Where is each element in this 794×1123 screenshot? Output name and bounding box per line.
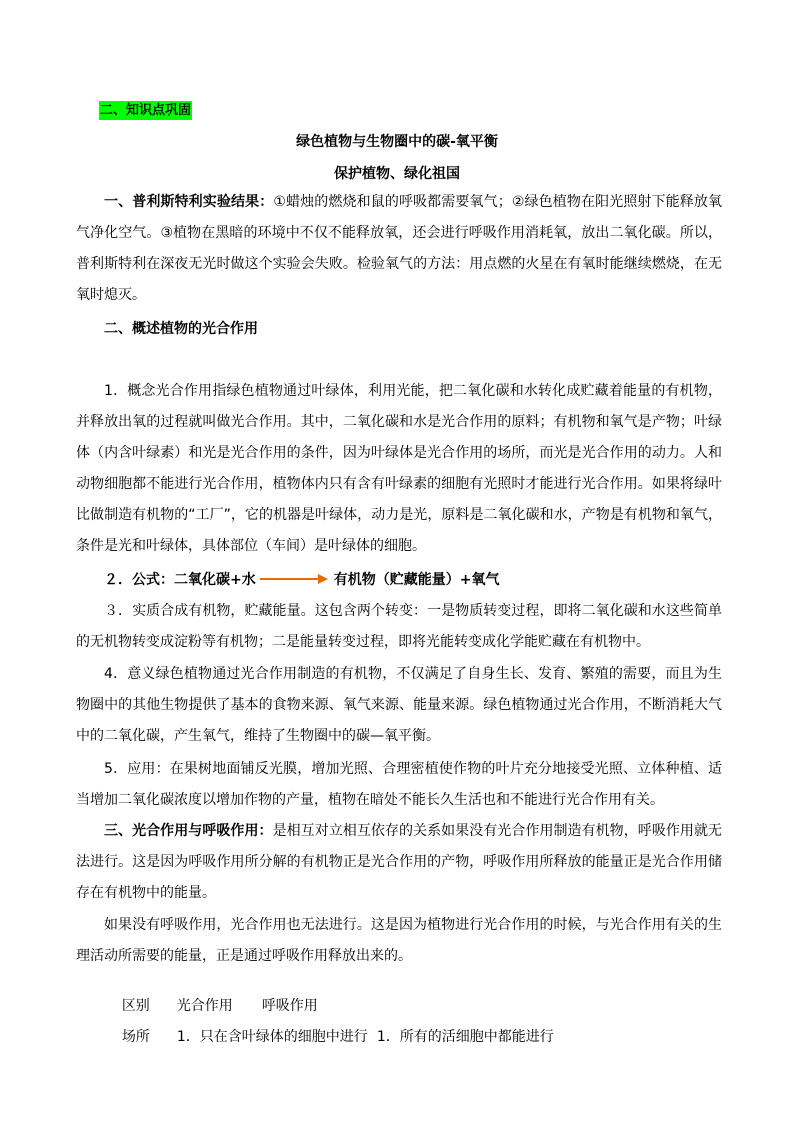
comparison-row-location (104, 1007, 554, 1067)
paragraph-relationship-heading: 三、光合作用与呼吸作用： (104, 823, 273, 839)
header-photosynthesis: 光合作用 (176, 998, 233, 1014)
cell-photosynthesis-location: 1．只在含叶绿体的细胞中进行 (176, 1029, 368, 1045)
section-tag: 二、知识点巩固 (100, 103, 192, 118)
paragraph-significance: 4．意义绿色植物通过光合作用制造的有机物，不仅满足了自身生长、发育、繁殖的需要，而且为生物圈中的其他生物提供了基本的食物来源、氧气来源、能量来源。绿色植物通过光合作用，不断消耗大气中的二氧化碳，产生氧气，维持了生物圈中的碳—氧平衡。 (76, 666, 722, 744)
section-photosynthesis-heading (76, 314, 722, 345)
formula-products: 有机物（贮藏能量）+氧气 (333, 572, 500, 588)
formula-reactants: ２．公式：二氧化碳+水 (104, 572, 256, 588)
section-photosynthesis-heading-text: 二、概述植物的光合作用 (104, 321, 258, 337)
header-difference: 区别 (121, 998, 150, 1014)
main-title: 绿色植物与生物圈中的碳-氧平衡 (296, 134, 498, 150)
paragraph-priestley-body: ①蜡烛的燃烧和鼠的呼吸都需要氧气；②绿色植物在阳光照射下能释放氧气净化空气。③植物在黑暗的环境中不仅不能释放氧，还会进行呼吸作用消耗氧，放出二氧化碳。所以，普利斯特利在深夜无光时做这个实验会失败。检验氧气的方法：用点燃的火星在有氧时能继续燃烧，在无氧时熄灭。 (76, 194, 723, 303)
paragraph-relationship (76, 816, 722, 909)
paragraph-essence: ３．实质合成有机物，贮藏能量。这包含两个转变：一是物质转变过程，即将二氧化碳和水这些简单的无机物转变成淀粉等有机物；二是能量转变过程，即将光能转变成化学能贮藏在有机物中。 (76, 603, 722, 650)
sub-title: 保护植物、绿化祖国 (334, 166, 460, 182)
paragraph-priestley (76, 187, 722, 311)
paragraph-priestley-heading: 一、普利斯特利实验结果： (104, 194, 274, 210)
paragraph-relationship-body: 是相互对立相互依存的关系如果没有光合作用制造有机物，呼吸作用就无法进行。这是因为呼吸作用所分解的有机物正是光合作用的产物，呼吸作用所释放的能量正是光合作用储存在有机物中的能量。 (76, 823, 723, 901)
paragraph-application: 5．应用：在果树地面铺反光膜，增加光照、合理密植使作物的叶片充分地接受光照、立体种植、适当增加二氧化碳浓度以增加作物的产量，植物在暗处不能长久生活也和不能进行光合作用有关。 (76, 761, 722, 808)
paragraph-respiration: 如果没有呼吸作用，光合作用也无法进行。这是因为植物进行光合作用的时候，与光合作用有关的生理活动所需要的能量，正是通过呼吸作用释放出来的。 (76, 917, 722, 964)
paragraph-concept: 1．概念光合作用指绿色植物通过叶绿体，利用光能，把二氧化碳和水转化成贮藏着能量的有机物，并释放出氧的过程就叫做光合作用。其中，二氧化碳和水是光合作用的原料；有机物和氧气是产物；叶绿体（内含叶绿素）和光是光合作用的条件，因为叶绿体是光合作用的场所，而光是光合作用的动力。人和动物细胞都不能进行光合作用，植物体内只有含有叶绿素的细胞有光照时才能进行光合作用。如果将绿叶比做制造有机物的“工厂”，它的机器是叶绿体，动力是光，原料是二氧化碳和水，产物是有机物和氧气，条件是光和叶绿体，具体部位（车间）是叶绿体的细胞。 (76, 383, 722, 554)
header-respiration: 呼吸作用 (261, 998, 318, 1014)
cell-respiration-location: 1．所有的活细胞中都能进行 (376, 1029, 554, 1045)
arrow-right-icon (260, 573, 330, 585)
photosynthesis-formula (104, 567, 499, 591)
row-label-location: 场所 (121, 1029, 150, 1045)
